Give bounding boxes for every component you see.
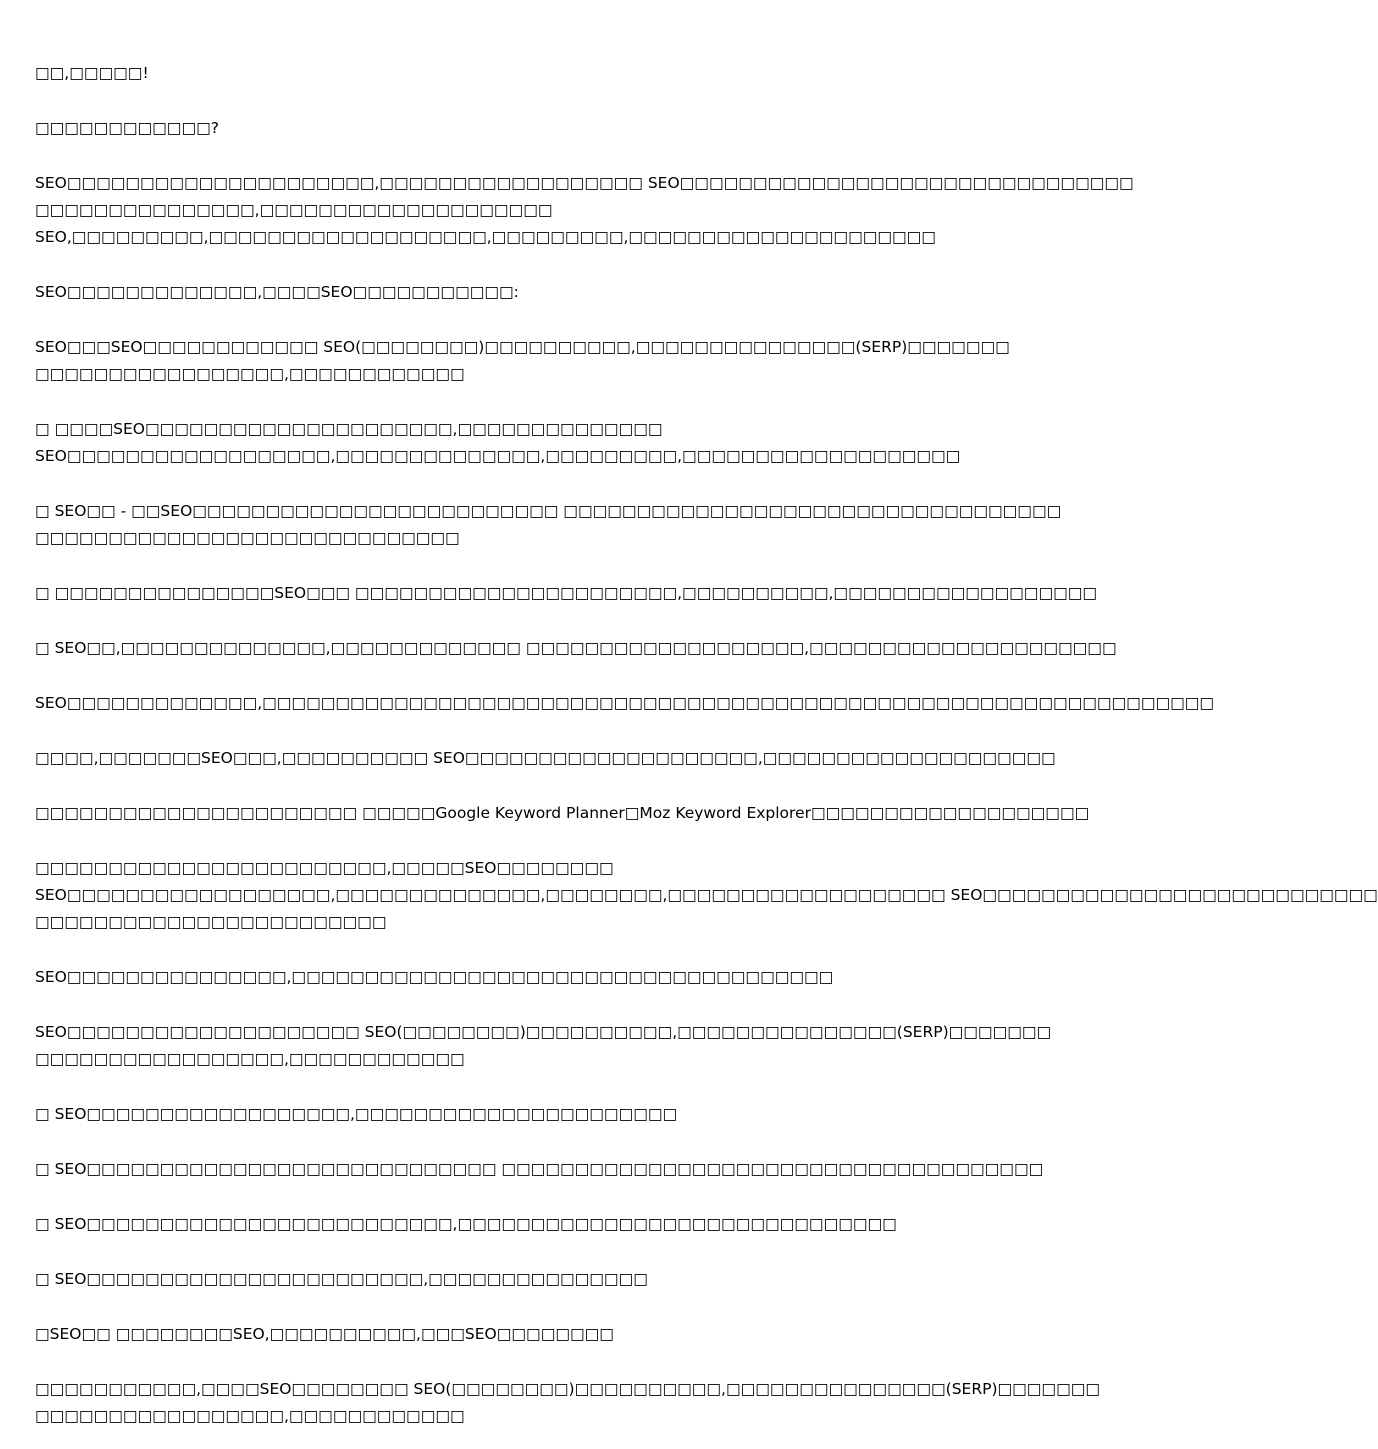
text-line: SEO□□□□□□□□□□□□□□□□□□□□ SEO(□□□□□□□□)□□□□□□□□□□,□□□□□□□□□□□□□□□(SERP)□□□□□□□: [35, 1023, 1052, 1041]
text-line: □□□□□□□□□□□□□□□,□□□□□□□□□□□□□□□□□□□□: [35, 201, 553, 219]
text-line: □ SEO□□ - □□SEO□□□□□□□□□□□□□□□□□□□□□□□□□ □□□□□□□□□□□□□□□□□□□□□□□□□□□□□□□□□□: [35, 502, 1062, 520]
paragraph: [35, 1376, 1101, 1430]
text-line: □□□□□□□□□□□□□□□□□□□□□□□□,□□□□□SEO□□□□□□□□: [35, 859, 614, 877]
text-line: SEO,□□□□□□□□□,□□□□□□□□□□□□□□□□□□□,□□□□□□□□□,□□□□□□□□□□□□□□□□□□□□□: [35, 228, 936, 246]
paragraph: [35, 580, 1098, 607]
text-line: □□□□□□□□□□□□□□□□□□□□□□□□□□□□□: [35, 529, 460, 547]
text-line: □□□□□□□□□□□□□□□□□□□□□□ □□□□□Google Keyword Planner□Moz Keyword Explorer□□□□□□□□□□□□□□□□□□□: [35, 804, 1090, 822]
paragraph: [35, 745, 1056, 772]
text-line: □ SEO□□,□□□□□□□□□□□□□□,□□□□□□□□□□□□□ □□□□□□□□□□□□□□□□□□□,□□□□□□□□□□□□□□□□□□□□□: [35, 639, 1117, 657]
paragraph: [35, 334, 1010, 388]
paragraph: [35, 1266, 984, 1293]
text-line: □□□□,□□□□□□□SEO□□□,□□□□□□□□□□ SEO□□□□□□□□□□□□□□□□□□□□,□□□□□□□□□□□□□□□□□□□□: [35, 749, 1056, 767]
text-line: SEO□□□□□□□□□□□□□□□,□□□□□□□□□□□□□□□□□□□□□□□□□□□□□□□□□□□□□: [35, 968, 834, 986]
text-line: □□□□□□□□□□□□□□□□□,□□□□□□□□□□□□: [35, 1407, 465, 1425]
text-line: SEO□□□□□□□□□□□□□,□□□□SEO□□□□□□□□□□□:: [35, 283, 519, 301]
text-line: □□□□□□□□□□□□?: [35, 119, 219, 137]
text-line: □ SEO□□□□□□□□□□□□□□□□□□,□□□□□□□□□□□□□□□□□□□□□□: [35, 1105, 678, 1123]
paragraph: [35, 279, 984, 306]
paragraph: [35, 1101, 984, 1128]
paragraph: [35, 1321, 984, 1348]
text-line: □ □□□□□□□□□□□□□□□SEO□□□ □□□□□□□□□□□□□□□□□□□□□□,□□□□□□□□□□,□□□□□□□□□□□□□□□□□□: [35, 584, 1098, 602]
paragraph: [35, 635, 1117, 662]
text-line: □ SEO□□□□□□□□□□□□□□□□□□□□□□□,□□□□□□□□□□□□□□□: [35, 1270, 648, 1288]
text-line: □SEO□□ □□□□□□□□SEO,□□□□□□□□□□,□□□SEO□□□□□□□□: [35, 1325, 614, 1343]
text-line: □ □□□□SEO□□□□□□□□□□□□□□□□□□□□□,□□□□□□□□□□□□□□: [35, 420, 663, 438]
text-line: SEO□□□□□□□□□□□□□□□□□□□□□,□□□□□□□□□□□□□□□□□□ SEO□□□□□□□□□□□□□□□□□□□□□□□□□□□□□□□: [35, 174, 1134, 192]
text-line: SEO□□□SEO□□□□□□□□□□□□ SEO(□□□□□□□□)□□□□□□□□□□,□□□□□□□□□□□□□□□(SERP)□□□□□□□: [35, 338, 1010, 356]
paragraph: [35, 690, 1215, 717]
text-line: SEO□□□□□□□□□□□□□,□□□□□□□□□□□□□□□□□□□□□□□□□□□□□□□□□□□□□□□□□□□□□□□□□□□□□□□□□□□□□□□□□: [35, 694, 1215, 712]
paragraph: [35, 800, 1090, 827]
paragraph: [35, 60, 984, 87]
text-line: □□□□□□□□□□□□□□□□□,□□□□□□□□□□□□: [35, 1050, 465, 1068]
text-line: SEO□□□□□□□□□□□□□□□□□□,□□□□□□□□□□□□□□,□□□□□□□□□,□□□□□□□□□□□□□□□□□□□: [35, 447, 961, 465]
paragraph: [35, 855, 1378, 936]
paragraph: [35, 498, 1062, 552]
text-line: SEO□□□□□□□□□□□□□□□□□□,□□□□□□□□□□□□□□,□□□□□□□□,□□□□□□□□□□□□□□□□□□□ SEO□□□□□□□□□□□□□□□□□□□□□□□□□□□: [35, 886, 1378, 904]
text-line: □ SEO□□□□□□□□□□□□□□□□□□□□□□□□□□□□ □□□□□□□□□□□□□□□□□□□□□□□□□□□□□□□□□□□□□: [35, 1160, 1044, 1178]
text-line: □□,□□□□□!: [35, 64, 149, 82]
paragraph: [35, 964, 984, 991]
paragraph: [35, 1156, 1044, 1183]
text-line: □ SEO□□□□□□□□□□□□□□□□□□□□□□□□□,□□□□□□□□□□□□□□□□□□□□□□□□□□□□□□: [35, 1215, 897, 1233]
paragraph: [35, 170, 1134, 251]
paragraph: [35, 1019, 1052, 1073]
paragraph: [35, 416, 984, 470]
text-line: □□□□□□□□□□□□□□□□□□□□□□□□: [35, 913, 387, 931]
text-line: □□□□□□□□□□□,□□□□SEO□□□□□□□□ SEO(□□□□□□□□)□□□□□□□□□□,□□□□□□□□□□□□□□□(SERP)□□□□□□□: [35, 1380, 1101, 1398]
text-line: □□□□□□□□□□□□□□□□□,□□□□□□□□□□□□: [35, 365, 465, 383]
paragraph: [35, 115, 984, 142]
paragraph: [35, 1211, 984, 1238]
